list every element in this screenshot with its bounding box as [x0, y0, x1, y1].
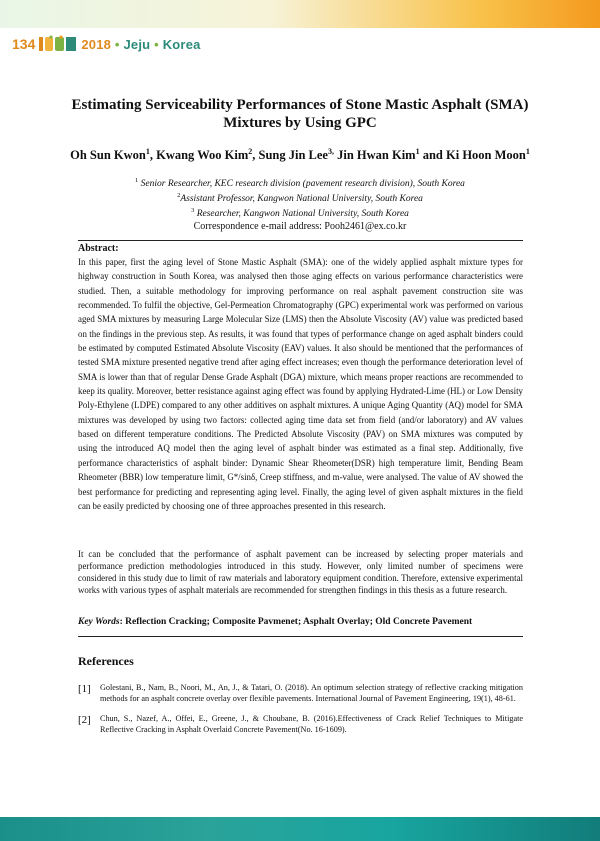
paper-title	[60, 96, 540, 132]
logo-number: 134	[12, 36, 36, 52]
affiliation-text: Researcher, Kangwon National University, South Korea	[194, 209, 409, 220]
logo-text	[81, 37, 200, 52]
bottom-decorative-band	[0, 817, 600, 841]
keywords-label: Key Words	[78, 617, 120, 627]
reference-number: [2]	[78, 714, 91, 726]
bullet-icon: •	[154, 36, 159, 52]
affiliation-line	[60, 175, 540, 190]
author-sup: 1	[145, 147, 150, 156]
affiliation-sup: 3	[191, 207, 195, 215]
author-name: Sung Jin Lee	[258, 148, 328, 163]
reference-text: Chun, S., Nazef, A., Offei, E., Greene, J., & Choubane, B. (2016).Effectiveness of Crack Relief Techniques to Mitigate Reflective Cracking in Asphalt Overlaid Concrete Pavement(No. 16-1609).	[100, 714, 523, 734]
abstract-conclusion: It can be concluded that the performance of asphalt pavement can be increased by selecting proper materials and performance prediction methodologies introduced in this study. However, only limited number of specimens were considered in this study due to limit of raw materials and laboratory equipment condition. Therefore, extensive experimental works with various types of asphalt materials are recommended for strengthen findings in this thesis as a future research.	[78, 549, 523, 595]
iprf-logo-icon	[39, 35, 77, 53]
affiliation-text: Assistant Professor, Kangwon National University, South Korea	[180, 194, 423, 205]
reference-item	[78, 683, 523, 704]
affiliation-line	[60, 190, 540, 205]
affiliation-text: Senior Researcher, KEC research division (pavement research division), South Korea	[138, 179, 465, 190]
logo-country: Korea	[162, 36, 201, 52]
affiliation-sup: 1	[135, 177, 139, 184]
author-sup: 2	[248, 147, 253, 156]
logo-city: Jeju	[123, 36, 151, 52]
abstract-body: In this paper, first the aging level of Stone Mastic Asphalt (SMA): one of the widely applied asphalt mixture types for highway construction in South Korea, was analysed then those aging effects on various performance characteristics were studied. Then, a suitable methodology for improving performance on real asphalt pavement construction site was recommended. To fulfil the objective, Gel-Permeation Chromatography (GPC) experimental work was performed on various aged SMA mixtures by measuring Large Molecular Size (LMS) then the Absolute Viscosity (AV) value was predicted based on the findings in the previous step. As results, it was found that types of performance change on aged asphalt binders could be estimated by computed Estimated Absolute Viscosity (EAV) values. It also should be mentioned that the performances of tested SMA mixture presented negative trend after aging effect increases; even though the performance deterioration level of SMA is lower than that of regular Dense Grade Asphalt (DGA) mixture, which means proper reactions are recommended to keep its quality. Moreover, better resistance against aging effect was found by applying Hydrated-Lime (HL) or Low Density Poly-Ethylene (LDPE) compared to any other additives on asphalt mixtures. A unique Aging Quantity (AQ) model for SMA mixtures was developed by using two factors: collected aging time data set from field (and/or laboratory) and AV values based on different temperature conditions. The Predicted Absolute Viscosity (PAV) on SMA mixtures was computed by using the introduced AQ model then the aging level of asphalt binder was estimated as a final step. Additionally, five performance characteristics of asphalt binder: Dynamic Shear Rheometer(DSR) high temperature limit, Bending Beam Rheometer (BBR) low temperature limit, G*/sinδ, Creep stiffness, and m-value, were analysed. The value of AV showed the best performance for predicting and representing aging level. Finally, the aging level of given asphalt mixtures in the field can be easily predicted by choosing one of three approaches presented in this research.	[78, 257, 523, 511]
author-name: Jin Hwan Kim	[337, 148, 416, 163]
references-heading: References	[78, 654, 134, 668]
author-sup: 3,	[327, 147, 334, 156]
reference-number: [1]	[78, 683, 91, 695]
author-sup: 1	[415, 147, 420, 156]
section-divider	[78, 240, 523, 241]
title-line-2: Mixtures by Using GPC	[223, 115, 377, 131]
keywords-text: : Reflection Cracking; Composite Pavmenet; Asphalt Overlay; Old Concrete Pavement	[119, 617, 473, 627]
author-name: Kwang Woo Kim	[156, 148, 249, 163]
top-decorative-band	[0, 0, 600, 28]
correspondence-email: Correspondence e-mail address: Pooh2461@ex.co.kr	[193, 221, 407, 232]
author-sup: 1	[525, 147, 530, 156]
affiliation-sup: 2	[177, 192, 181, 200]
abstract-heading: Abstract:	[78, 243, 119, 254]
author-list: Oh Sun Kwon$^1$, Kwang Woo Kim$^2$, Sung Jin Lee$^{3,}$ Jin Hwan Kim$^1$ and Ki Hoon Moon$^1$	[70, 147, 530, 163]
title-line-1: Estimating Serviceability Performances of Stone Mastic Asphalt (SMA)	[71, 97, 529, 113]
bullet-icon: •	[114, 36, 120, 52]
reference-item	[78, 714, 523, 735]
author-name: Oh Sun Kwon	[70, 148, 146, 163]
author-name: Ki Hoon Moon	[446, 148, 526, 163]
affiliation-line	[60, 205, 540, 220]
keywords	[78, 617, 523, 627]
reference-text: Golestani, B., Nam, B., Noori, M., An, J., & Tatari, O. (2018). An optimum selection strategy of reflective cracking mitigation methods for an asphalt concrete overlay over flexible pavements. International Journal of Pavement Engineering, 19(1), 48-61.	[100, 683, 523, 703]
section-divider	[78, 636, 523, 637]
logo-year: 2018	[81, 36, 112, 52]
affiliations	[60, 175, 540, 220]
conference-logo	[12, 33, 201, 55]
